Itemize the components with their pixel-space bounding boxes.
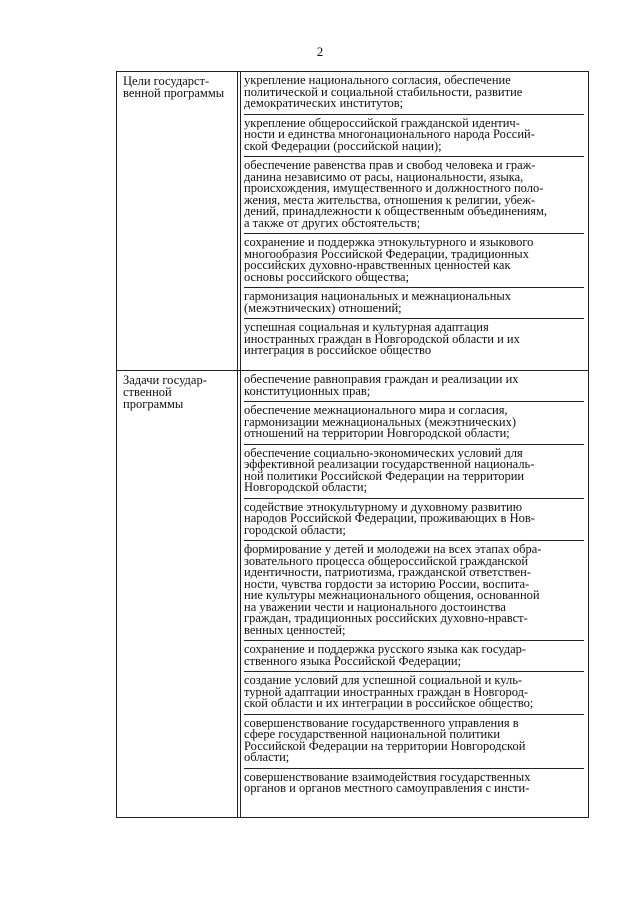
text-line: укрепление национального согласия, обеспечение <box>244 73 511 87</box>
text-line: ности и единства многонационального народа Россий- <box>244 127 535 141</box>
text-line: совершенствование взаимодействия государственных <box>244 769 531 784</box>
task-item <box>244 672 584 715</box>
program-table <box>116 71 589 818</box>
task-item <box>244 715 584 769</box>
row-program-goals <box>117 72 588 371</box>
text-line: успешная социальная и культурная адаптация <box>244 320 489 334</box>
text-line: обеспечение равноправия граждан и реализации их <box>244 372 519 386</box>
text-line: отношений на территории Новгородской области; <box>244 426 510 440</box>
text-line: сохранение и поддержка этнокультурного и языкового <box>244 235 534 249</box>
text-line: Российской Федерации на территории Новгородской <box>244 738 526 753</box>
text-line: ние культуры межнационального общения, основанной <box>244 588 540 602</box>
text-line: а также от других обстоятельств; <box>244 215 421 230</box>
text-line: (межэтнических) отношений; <box>244 300 402 315</box>
label-line: ственной <box>123 385 172 399</box>
task-item <box>244 445 584 499</box>
text-line: многообразия Российской Федерации, традиционных <box>244 246 529 261</box>
label-line: венной программы <box>123 86 225 100</box>
label-line: Задачи государ- <box>123 373 207 387</box>
goals-list <box>244 72 584 361</box>
text-line: интеграция в российское общество <box>244 343 432 357</box>
text-line: обеспечение равенства прав и свобод человека и граж- <box>244 158 536 172</box>
text-line: основы российского общества; <box>244 269 410 284</box>
text-line: идентичности, патриотизма, гражданской ответствен- <box>244 565 532 579</box>
text-line: укрепление общероссийской гражданской идентич- <box>244 115 520 130</box>
tasks-list <box>244 371 584 799</box>
row-program-tasks <box>117 371 588 817</box>
text-line: ственного языка Российской Федерации; <box>244 653 462 668</box>
goal-item <box>244 157 584 234</box>
text-line: ной политики Российской Федерации на территории <box>244 468 525 483</box>
goal-item <box>244 72 584 115</box>
text-line: области; <box>244 750 290 764</box>
text-line: сохранение и поддержка русского языка как государ- <box>244 642 527 656</box>
label-program-goals <box>123 75 231 99</box>
text-line: органов и органов местного самоуправления с инсти- <box>244 781 530 795</box>
task-item <box>244 499 584 542</box>
task-item <box>244 541 584 641</box>
label-program-tasks <box>123 374 231 410</box>
text-line: народов Российской Федерации, проживающих в Нов- <box>244 511 535 525</box>
task-item <box>244 769 584 799</box>
text-line: ской Федерации (российской нации); <box>244 138 442 153</box>
goal-item <box>244 288 584 319</box>
text-line: политической и социальной стабильности, развитие <box>244 84 523 99</box>
text-line: демократических институтов; <box>244 96 404 110</box>
text-line: Новгородской области; <box>244 480 368 494</box>
text-line: зовательного процесса общероссийской гражданской <box>244 553 529 568</box>
page-number: 2 <box>316 44 324 59</box>
text-line: эффективной реализации государственной националь- <box>244 457 535 471</box>
goal-item <box>244 115 584 158</box>
text-line: данина независимо от расы, национальности, языка, <box>244 169 524 184</box>
text-line: на уважении чести и национального достоинства <box>244 599 506 614</box>
label-line: программы <box>123 397 184 411</box>
label-line: Цели государст- <box>123 74 210 88</box>
text-line: иностранных граждан в Новгородской области и их <box>244 331 520 346</box>
text-line: граждан, традиционных российских духовно-нравст- <box>244 611 528 625</box>
text-line: венных ценностей; <box>244 622 346 637</box>
text-line: гармонизация национальных и межнациональных <box>244 289 512 303</box>
text-line: формирование у детей и молодежи на всех этапах обра- <box>244 542 542 556</box>
task-item <box>244 371 584 402</box>
text-line: обеспечение социально-экономических условий для <box>244 445 523 460</box>
text-line: содействие этнокультурному и духовному развитию <box>244 499 523 514</box>
text-line: ности, чувства гордости за историю России, воспита- <box>244 576 530 591</box>
text-line: ской области и их интеграции в российское общество; <box>244 696 534 710</box>
text-line: гармонизации межнациональных (межэтнических) <box>244 414 516 429</box>
task-item <box>244 402 584 445</box>
text-line: турной адаптации иностранных граждан в Новгород- <box>244 684 529 699</box>
text-line: конституционных прав; <box>244 383 371 398</box>
text-line: дений, принадлежности к общественным объединениям, <box>244 204 548 218</box>
text-line: российских духовно-нравственных ценностей как <box>244 258 511 272</box>
goal-item <box>244 234 584 288</box>
task-item <box>244 641 584 672</box>
text-line: жения, места жительства, отношения к религии, убеж- <box>244 192 536 207</box>
text-line: городской области; <box>244 522 346 537</box>
goal-item <box>244 319 584 361</box>
text-line: совершенствование государственного управления в <box>244 715 519 730</box>
text-line: сфере государственной национальной политики <box>244 727 501 741</box>
text-line: происхождения, имущественного и должностного поло- <box>244 181 544 195</box>
text-line: обеспечение межнационального мира и согласия, <box>244 403 508 417</box>
text-line: создание условий для успешной социальной и куль- <box>244 673 523 687</box>
